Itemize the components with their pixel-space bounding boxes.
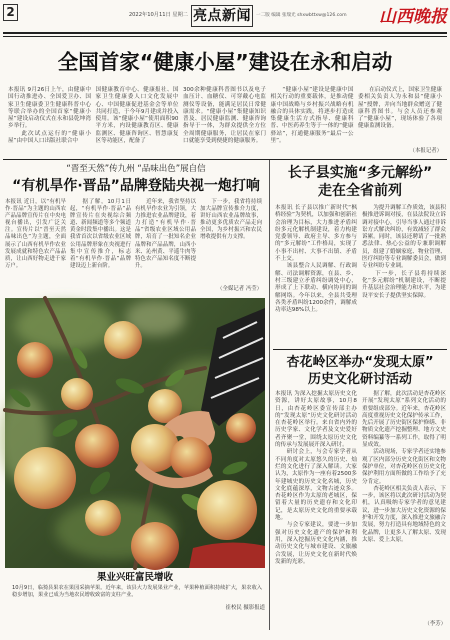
brand-headline: “有机旱作·晋品”品牌登陆央视一炮打响 (12, 178, 260, 194)
apple-orchard-photo (5, 298, 265, 568)
history-headline-line-2: 历史文化研讨活动 (307, 372, 412, 387)
apple (14, 447, 76, 509)
lead-headline: 全国首家“健康小屋”建设在永和启动 (57, 50, 393, 74)
mediation-column-1: 本报讯 长子县以推广新时代“枫桥经验”为契机，以加强和创新社会治理为目标，大力推进矛盾纠纷多元化解机制建设，着力构建党委领导、政府主导、多方参与的“多元解纷”工作格局，实现了小事不出村、大事不出镇、矛盾不上交。 该县整合人民调解、行政调解、司法调解资源，在县、乡、村三级建立矛盾纠纷调处中心，形成了上下联动、横向协同的调解网络。今年以来，全县共受理各类矛盾纠纷1200余件，调解成功率达98%以上。 (275, 205, 357, 314)
editor-info: 一二版 编辑 张瑞光 shxwbttxw@126.com (256, 13, 347, 18)
history-column-2: 据了解，此次活动是杏花岭区开展“发现太原”系列文化活动的重要组成部分。近年来，杏花岭区高度重视历史文化保护传承工作，先后开展了历史街区保护修缮、非物质文化遗产挖掘整理、地方文史资料编纂等一系列工作，取得了明显成效。 活动现场，专家学者还实地参观了区内部分历史文化街区和文物保护单位，对杏花岭区在历史文化保护利用方面所做的工作给予了充分肯定。 杏花岭区相关负责人表示，下一步，该区将以此次研讨活动为契机，认真吸纳专家学者的意见建议，进一步加大历史文化资源的保护和开发力度，深入推进文旅融合发展，努力打造具有地域特色的文化品牌，让更多人了解太原、发现太原、爱上太原。 (362, 391, 446, 543)
apple (75, 424, 119, 468)
brand-byline: （全媒记者 冯莹） (217, 286, 262, 292)
apple (226, 413, 256, 443)
photo-credit: 崔校民 摄影报道 (225, 605, 265, 611)
apple (131, 522, 179, 570)
brand-kicker: “晋至天然”传九州 “品味出色”展自信 (66, 164, 206, 174)
mediation-headline-line-2: 走在全省前列 (318, 183, 402, 199)
lead-column-5: 在启动仪式上，国家卫生健康委相关负责人为永和县“健康小屋”授牌，并向当地群众赠送了健康科普图书。与会人员还参观了“健康小屋”，现场体验了各项健康监测设备。 (358, 87, 442, 130)
apple (17, 342, 53, 378)
lead-column-4: “健康小屋”建设是健康中国相关行动的重要载体，是推动健康中国战略与乡村振兴战略有机融合的具体实践，将逐步打造成集健康生活方式指导、健康科普、中医药养生等于一体的“健康驿站”，打通健康服务“最后一公里”。 (270, 87, 354, 145)
brand-column-3: 近年来，我省坚持以有机旱作农业为引领，大力推进农业品牌建设，着力打造“有机旱作·晋品”省级农业区域公用品牌，培育了一批知名企业品牌和产品品牌，山西小米、沁州黄、平遥牛肉等特色农产品知名度不断提升。 (135, 199, 196, 269)
brand-column-1: 本报讯 近日，以“有机旱作·晋品”为主题的山西农产品品牌宣传片在中央电视台播出，引发广泛关注。宣传片以“晋至天然 品味出色”为主题，全面展示了山西有机旱作农业发展成就和特色农产品品质，让山西好物走进千家万户。 (5, 199, 68, 269)
lead-column-1: 本报讯 9月26日上午，由健康中国行动推进办、全国爱卫办、国家卫生健康委卫生健康科普中心等联合举办的全国首家“健康小屋”建设启动仪式在永和县乾坤湾乡举行。 此次试点运行的“健康小屋”由中国人口出版社联合中 (8, 87, 91, 145)
apple (197, 480, 257, 540)
fruit-basket (189, 542, 265, 568)
section-divider (3, 159, 447, 160)
lead-column-3: 300余种健康科普图书以及电子血压计、血糖仪、可穿戴心电监测仪等设备，能满足居民日常健康需求。“健康小屋”集健康知识普及、居民健康监测、健康咨询指导于一体，为群众提供全方位全周期健康服务，让居民在家门口就能享受到便捷的健康服务。 (183, 87, 266, 145)
photo-caption: 10月9日，临猗县果农在果园采摘苹果。近年来，该县大力发展果业产业，苹果种植面积持续扩大，果农收入稳步增加，果业已成为当地农民增收致富的支柱产业。 (12, 585, 262, 599)
apple (85, 500, 121, 536)
section-title: 亮点新闻 (191, 5, 253, 27)
apple (104, 321, 142, 359)
apple (61, 378, 93, 410)
issue-date: 2022年10月11日 星期二 (128, 12, 188, 18)
mediation-column-2: 为提升调解工作质效，该县积极推进诉调对接，在县法院设立诉调对接中心，引导当事人通过非诉讼方式解决纠纷，有效减轻了群众诉累。同时，该县还聘请了一批熟悉法律、热心公益的专兼职调解员，组建了婚姻家庭、物业管理、医疗纠纷等专业调解委员会，做到专业纠纷专业调。 下一步，长子县将持续深化“多元解纷”机制建设，不断提升基层社会治理能力和水平，为建设平安长子提供坚实保障。 (362, 205, 446, 299)
header-rule (3, 32, 447, 34)
photo-title: 果业兴旺富民增收 (96, 572, 173, 583)
brand-column-4: 下一步，我省将持续加大品牌宣传推介力度，讲好山西农业品牌故事，推动更多优质农产品走向全国，为乡村振兴和农民增收提供有力支撑。 (200, 199, 262, 241)
column-divider (269, 160, 270, 630)
history-headline-line-1: 杏花岭区举办“发现太原” (286, 355, 434, 370)
right-section-divider (273, 349, 447, 350)
brand-column-2: 据了解，10月1日起，“有机旱作·晋品”品牌宣传片在央视综合频道、新闻频道等多个频道黄金时段集中播出。这是我省首次以省级农业区域公用品牌形象在央视进行集中宣传推介，标志着“有机旱作·晋品”品牌建设迈上新台阶。 (70, 199, 131, 269)
lead-column-2: 国健康教育中心、健康报社、国家卫生健康委人口文化发展中心、中国健康促进基金会等单位共同打造，于今年9月建成并投入使用。该“健康小屋”使用面积90平方米，内设健康教育区、健康监测区、健康咨询区、智慧康复区等功能区，配备了 (95, 87, 179, 145)
history-byline: （李芳） (424, 621, 446, 627)
page-number: 2 (3, 4, 18, 21)
masthead-logo: 山西晚报 (379, 7, 447, 27)
header-rule-thin (3, 36, 447, 37)
history-column-1: 本报讯 为深入挖掘太原历史文化资源，讲好太原故事，10月8日，由杏花岭区委宣传部主办的“发现太原”历史文化研讨活动在杏花岭区举行。来自省内外的历史学家、文化学者及文史爱好者齐聚一堂，围绕太原历史文化的传承与发展展开深入研讨。 研讨会上，与会专家学者从不同角度对太原悠久的历史、灿烂的文化进行了深入解读。大家认为，太原作为一座有着2500多年建城史的历史文化名城，历史文化底蕴深厚，文物古迹众多。杏花岭区作为太原的老城区，保留着大量的历史遗存和文化印记，是太原历史文化的重要承载地。 与会专家建议，要进一步加强对历史文化遗产的保护和利用，深入挖掘历史文化内涵，推动历史文化与城市建设、文旅融合发展，让历史文化在新时代焕发新的光彩。 (275, 391, 357, 565)
lead-byline: （本报记者） (409, 148, 442, 154)
mediation-headline-line-1: 长子县实施“多元解纷” (287, 165, 433, 181)
